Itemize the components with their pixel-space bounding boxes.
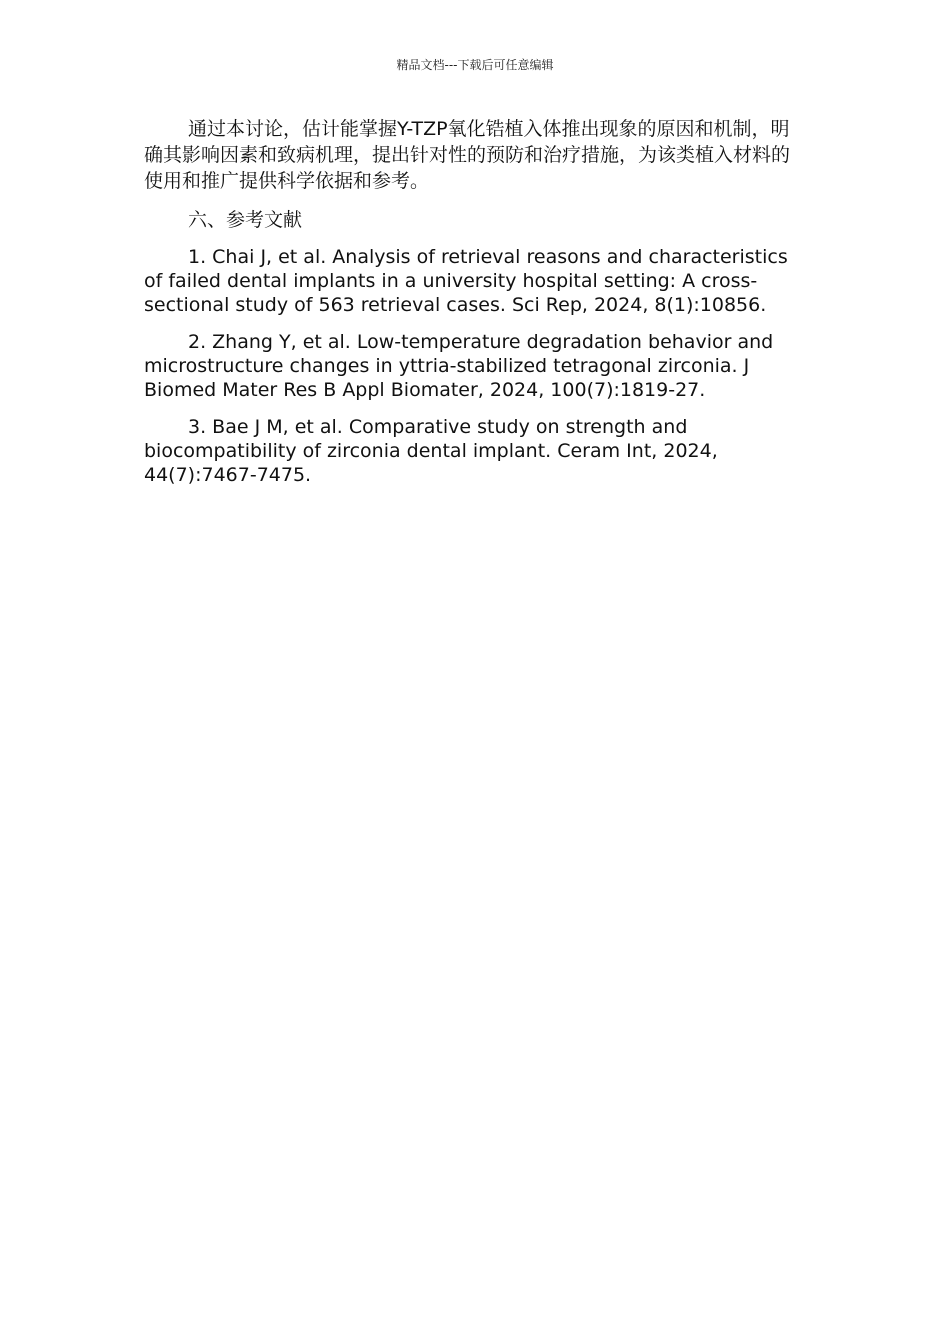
intro-paragraph: 通过本讨论，估计能掌握Y-TZP氧化锆植入体推出现象的原因和机制，明确其影响因素和致病机理，提出针对性的预防和治疗措施，为该类植入材料的使用和推广提供科学依据和参考。: [144, 118, 791, 192]
reference-item: 1. Chai J, et al. Analysis of retrieval reasons and characteristics of failed dental implants in a university hospital setting: A cross-sectional study of 563 retrieval cases. Sci Rep, 2024, 8(1):10856.: [144, 246, 788, 316]
reference-item: 3. Bae J M, et al. Comparative study on strength and biocompatibility of zirconia dental implant. Ceram Int, 2024, 44(7):7467-7475.: [144, 416, 718, 486]
section-heading: 六、参考文献: [188, 209, 303, 231]
reference-item: 2. Zhang Y, et al. Low-temperature degradation behavior and microstructure changes in yttria-stabilized tetragonal zirconia. J Biomed Mater Res B Appl Biomater, 2024, 100(7):1819-27.: [144, 331, 774, 401]
page-header: 精品文档---下载后可任意编辑: [396, 58, 554, 72]
document-body: [144, 116, 799, 500]
reference-list: [144, 245, 799, 487]
